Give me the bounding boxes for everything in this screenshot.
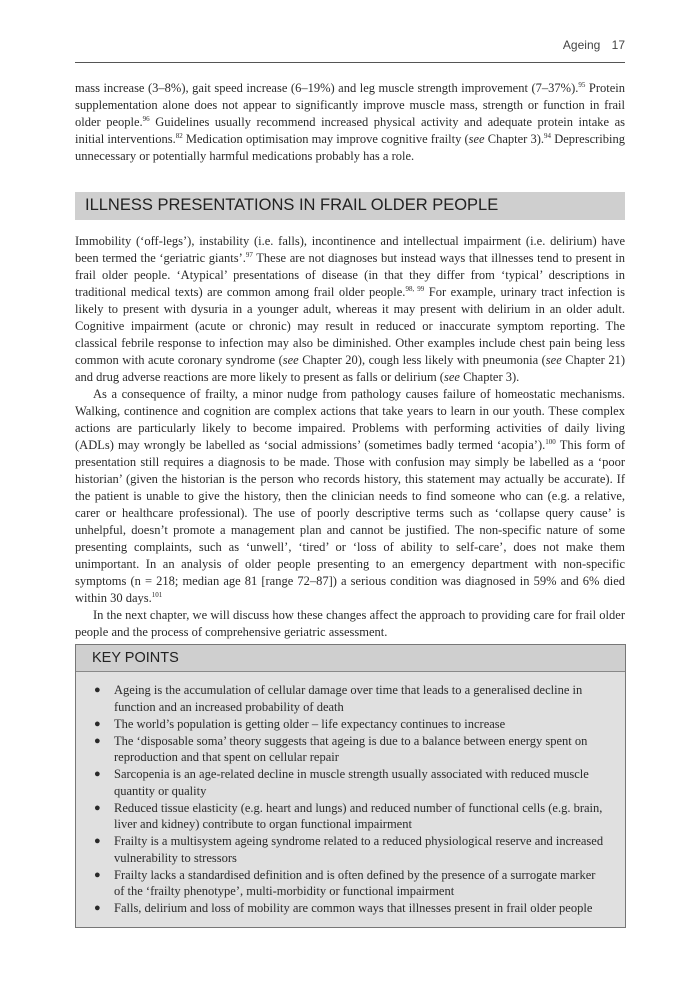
reference-superscript: 94: [544, 131, 552, 140]
key-points-heading: KEY POINTS: [76, 645, 625, 672]
key-point-item: [94, 833, 605, 866]
bullet-icon: ●: [94, 717, 101, 730]
paragraph-2: [75, 386, 625, 607]
section-body: [75, 233, 625, 641]
key-point-item: [94, 733, 605, 766]
text-run: Medication optimisation may improve cognitive frailty (: [182, 132, 469, 146]
key-point-text: Sarcopenia is an age-related decline in muscle strength usually associated with reduced muscle quantity or quality: [114, 767, 589, 798]
paragraph-1: [75, 233, 625, 386]
key-points-list: [76, 672, 625, 917]
text-run: These are not diagnoses but instead ways that illnesses tend to present in frail older people. ‘Atypical’ presentations of disease (in that they differ from ‘typical’ descriptions in traditional medical texts) are common among frail older people.: [75, 251, 625, 299]
bullet-icon: ●: [94, 835, 101, 847]
bullet-icon: ●: [94, 734, 101, 747]
reference-superscript: 97: [245, 250, 253, 259]
text-run: mass increase (3–8%), gait speed increase (6–19%) and leg muscle strength improvement (7–37%).: [75, 81, 579, 95]
italic-see: see: [282, 353, 299, 367]
text-run: Guidelines usually recommend increased physical activity and adequate protein intake as initial interventions.: [75, 115, 625, 146]
key-point-item: [94, 900, 605, 917]
reference-superscript: 98, 99: [405, 284, 425, 293]
key-point-item: [94, 716, 605, 733]
running-head-title: Ageing: [562, 38, 601, 52]
bullet-icon: ●: [94, 684, 101, 696]
italic-see: see: [545, 353, 562, 367]
bullet-icon: ●: [94, 801, 101, 814]
bullet-icon: ●: [94, 768, 101, 780]
intro-paragraph: [75, 80, 625, 165]
key-point-text: Falls, delirium and loss of mobility are common ways that illnesses present in frail older people: [114, 901, 593, 915]
key-point-item: [94, 800, 605, 833]
key-point-text: Reduced tissue elasticity (e.g. heart and lungs) and reduced number of functional cells (e.g. brain, liver and kidney) contribute to organ functional impairment: [114, 800, 603, 831]
key-points-box: [75, 644, 626, 928]
text-run: Chapter 3).: [459, 370, 520, 384]
reference-superscript: 95: [578, 80, 586, 89]
bullet-icon: ●: [94, 868, 101, 881]
section-heading: ILLNESS PRESENTATIONS IN FRAIL OLDER PEOPLE: [75, 192, 625, 220]
text-run: This form of presentation still requires a diagnosis to be made. Those with confusion may simply be labelled as a ‘poor historian’ (given the historian is the person who records history, this statement may actually be accurate). If the patient is unable to give the history, then the clinician needs to find someone who can (e.g. a relative, carer or healthcare professional). The use of poorly descriptive terms such as ‘collapse query cause’ is unhelpful, doesn’t promote a management plan and cannot be justified. The non-specific nature of some presenting complaints, such as ‘unwell’, ‘tired’ or ‘loss of ability to self-care’, does not make them unimportant. In an analysis of older people presenting to an emergency department with non-specific symptoms (n = 218; median age 81 [range 72–87]) a serious condition was diagnosed in 59% and 6% died within 30 days.: [75, 438, 625, 605]
intro-text: [75, 80, 625, 165]
reference-superscript: 101: [151, 590, 163, 599]
text-run: Protein supplementation alone does not appear to significantly improve muscle mass, strength or function in frail older people.: [75, 81, 626, 129]
reference-superscript: 100: [545, 437, 556, 446]
reference-superscript: 82: [175, 131, 183, 140]
text-run: Chapter 3).: [484, 132, 545, 146]
key-point-text: The world’s population is getting older – life expectancy continues to increase: [114, 716, 506, 731]
text-run: Chapter 21) and drug adverse reactions are more likely to present as falls or delirium (: [75, 353, 625, 384]
key-point-item: [94, 766, 605, 799]
text-run: As a consequence of frailty, a minor nudge from pathology causes failure of homeostatic mechanisms. Walking, continence and cognition are complex actions that take years to learn in our youth. These complex actions are particularly likely to become impaired. Problems with performing activities of daily living (ADLs) may wrongly be labelled as ‘social admissions’ (sometimes badly termed ‘acopia’).: [75, 387, 625, 452]
text-run: For example, urinary tract infection is likely to present with dysuria in a younger adult, whereas it may present with delirium in an older adult. Cognitive impairment (acute or chronic) may result in reduced or inaccurate symptom reporting. The classical febrile response to infection may also be diminished. Other examples include chest pain being less common with acute coronary syndrome (: [75, 285, 625, 367]
key-point-text: Frailty is a multisystem ageing syndrome related to a reduced physiological reserve and increased vulnerability to stressors: [114, 834, 604, 865]
text-run: Chapter 20), cough less likely with pneumonia (: [298, 353, 546, 367]
reference-superscript: 96: [142, 114, 150, 123]
key-point-item: [94, 867, 605, 900]
running-head: [75, 38, 625, 63]
text-run: Immobility (‘off-legs’), instability (i.e. falls), incontinence and intellectual impairment (i.e. delirium) have been termed the ‘geriatric giants’.: [75, 234, 625, 265]
key-point-text: The ‘disposable soma’ theory suggests that ageing is due to a balance between energy spent on reproduction and that spent on cellular repair: [114, 733, 588, 764]
italic-see: see: [443, 370, 460, 384]
page-number: 17: [611, 38, 625, 52]
paragraph-3: In the next chapter, we will discuss how these changes affect the approach to providing care for frail older people and the process of comprehensive geriatric assessment.: [75, 608, 625, 639]
italic-see: see: [468, 132, 485, 146]
text-run: Deprescribing unnecessary or potentially harmful medications probably has a role.: [75, 132, 625, 163]
key-point-text: Frailty lacks a standardised definition and is often defined by the presence of a surrogate marker of the ‘frailty phenotype’, multi-morbidity or functional impairment: [114, 867, 596, 898]
key-point-text: Ageing is the accumulation of cellular damage over time that leads to a generalised decline in function and an increased probability of death: [114, 683, 583, 714]
bullet-icon: ●: [94, 902, 101, 914]
key-point-item: [94, 682, 605, 715]
